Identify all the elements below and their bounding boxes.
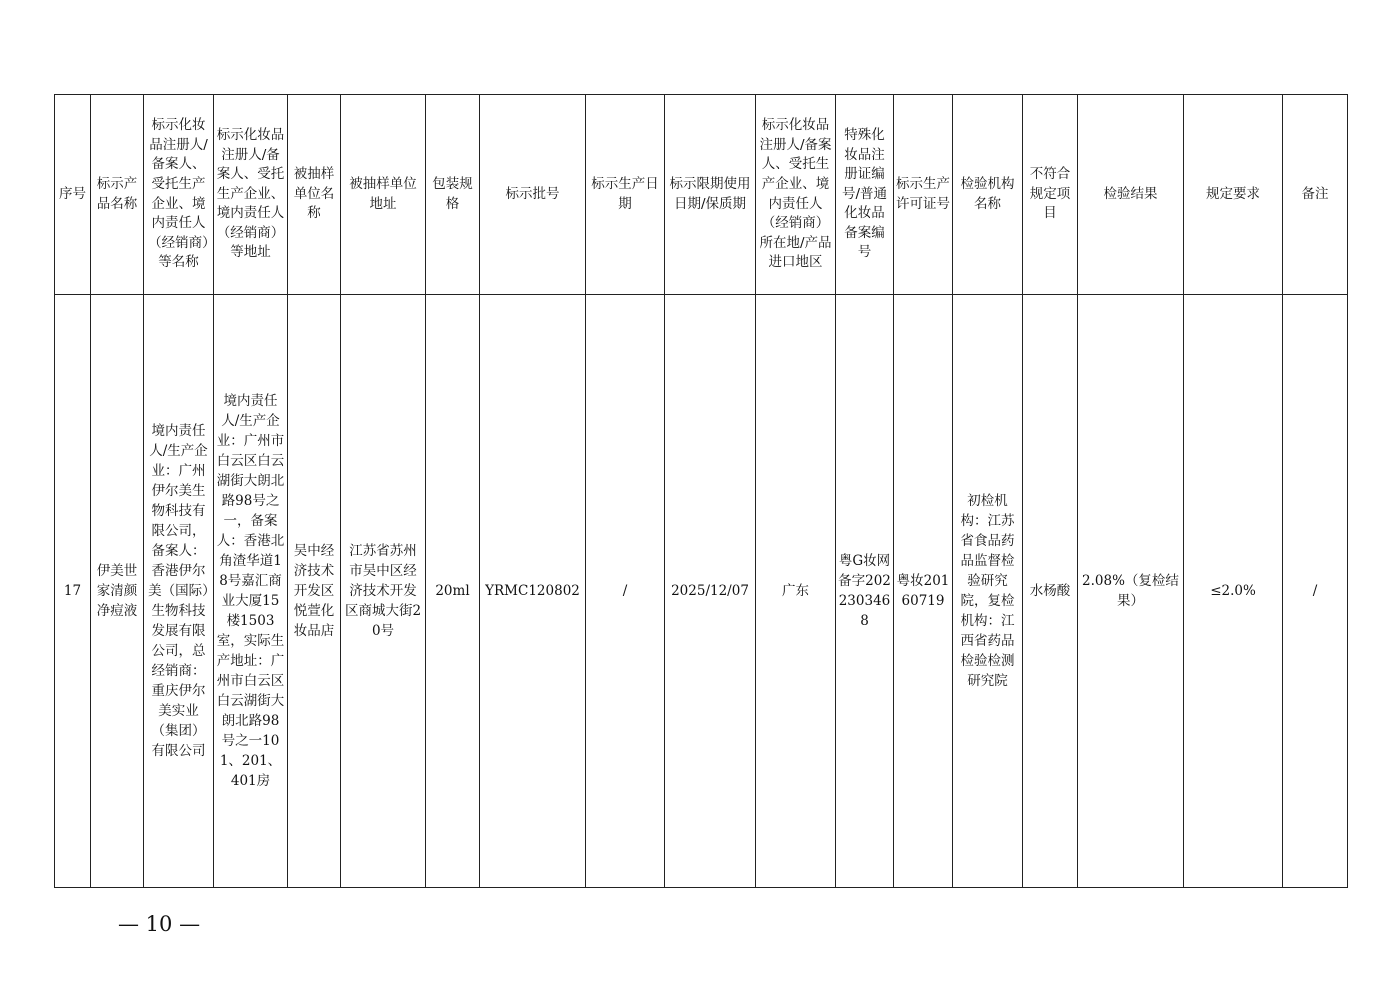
- cell-sampled-unit-name: 吴中经济技术开发区悦萱化妆品店: [288, 295, 341, 888]
- header-expiry: 标示限期使用日期/保质期: [665, 95, 756, 295]
- header-region: 标示化妆品注册人/备案人、受托生产企业、境内责任人（经销商）所在地/产品进口地区: [756, 95, 836, 295]
- header-remark: 备注: [1283, 95, 1348, 295]
- page-number: — 10 —: [118, 912, 201, 936]
- header-batch-no: 标示批号: [480, 95, 586, 295]
- header-registration-no: 特殊化妆品注册证编号/普通化妆品备案编号: [836, 95, 894, 295]
- cell-batch-no: YRMC120802: [480, 295, 586, 888]
- cell-requirement: ≤2.0%: [1184, 295, 1283, 888]
- cell-seq: 17: [55, 295, 91, 888]
- cell-company-names: 境内责任人/生产企业：广州伊尔美生物科技有限公司，备案人：香港伊尔美（国际）生物科技发展有限公司，总经销商：重庆伊尔美实业（集团）有限公司: [144, 295, 214, 888]
- cell-inspection-agency: 初检机构：江苏省食品药品监督检验研究院，复检机构：江西省药品检验检测研究院: [953, 295, 1023, 888]
- inspection-table: [54, 94, 1348, 888]
- header-sampled-unit-address: 被抽样单位地址: [341, 95, 426, 295]
- table-row: [55, 295, 1348, 888]
- cell-test-result: 2.08%（复检结果）: [1078, 295, 1184, 888]
- header-production-date: 标示生产日期: [586, 95, 665, 295]
- cell-package-spec: 20ml: [426, 295, 480, 888]
- cell-expiry: 2025/12/07: [665, 295, 756, 888]
- cell-region: 广东: [756, 295, 836, 888]
- cell-registration-no: 粤G妆网备字2022303468: [836, 295, 894, 888]
- header-seq: 序号: [55, 95, 91, 295]
- header-package-spec: 包装规格: [426, 95, 480, 295]
- cell-product-name: 伊美世家清颜净痘液: [91, 295, 144, 888]
- cell-remark: /: [1283, 295, 1348, 888]
- cell-sampled-unit-address: 江苏省苏州市吴中区经济技术开发区商城大街20号: [341, 295, 426, 888]
- header-test-result: 检验结果: [1078, 95, 1184, 295]
- header-requirement: 规定要求: [1184, 95, 1283, 295]
- cell-company-address: 境内责任人/生产企业：广州市白云区白云湖街大朗北路98号之一，备案人：香港北角渣华道18号嘉汇商业大厦15楼1503室，实际生产地址：广州市白云区白云湖街大朗北路98号之一101、201、401房: [214, 295, 288, 888]
- header-sampled-unit-name: 被抽样单位名称: [288, 95, 341, 295]
- cell-production-date: /: [586, 295, 665, 888]
- header-company-address: 标示化妆品注册人/备案人、受托生产企业、境内责任人（经销商）等地址: [214, 95, 288, 295]
- header-failed-item: 不符合规定项目: [1023, 95, 1078, 295]
- table-header-row: [55, 95, 1348, 295]
- cell-license-no: 粤妆20160719: [894, 295, 953, 888]
- cell-failed-item: 水杨酸: [1023, 295, 1078, 888]
- header-inspection-agency: 检验机构名称: [953, 95, 1023, 295]
- header-license-no: 标示生产许可证号: [894, 95, 953, 295]
- header-company-names: 标示化妆品注册人/备案人、受托生产企业、境内责任人（经销商）等名称: [144, 95, 214, 295]
- header-product-name: 标示产品名称: [91, 95, 144, 295]
